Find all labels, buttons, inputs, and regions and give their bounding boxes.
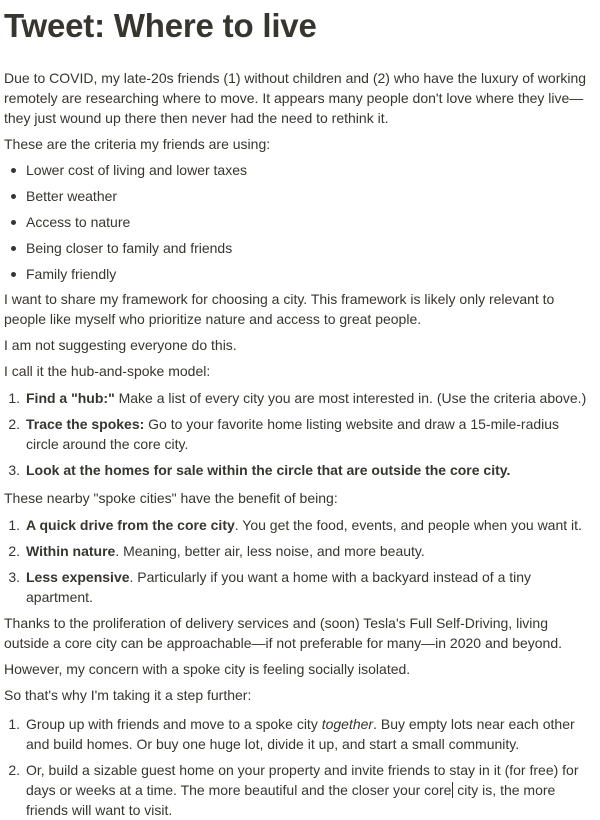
step-text: Or, build a sizable guest home on your property and invite friends to stay in it (for free) for days or weeks at a time. The more beautiful and the closer your core — [26, 762, 579, 798]
list-number: 3. — [8, 569, 20, 585]
list-item-text: Lower cost of living and lower taxes — [26, 162, 247, 178]
bullet-icon — [11, 272, 16, 277]
step-text: Make a list of every city you are most interested in. (Use the criteria above.) — [114, 390, 587, 406]
criteria-list — [4, 160, 590, 284]
list-item — [4, 515, 590, 535]
list-item — [4, 186, 590, 206]
list-item-text: Access to nature — [26, 214, 131, 230]
benefit-heading: Within nature — [26, 543, 116, 559]
further-intro: So that's why I'm taking it a step further: — [4, 687, 252, 703]
framework-paragraph: I want to share my framework for choosing a city. This framework is likely only relevant to people like myself who prioritize nature and access to great people. — [4, 291, 555, 327]
list-item — [4, 388, 590, 408]
list-item — [4, 264, 590, 284]
list-item-text: Being closer to family and friends — [26, 240, 233, 256]
list-number: 1. — [8, 517, 20, 533]
concern-paragraph: However, my concern with a spoke city is feeling socially isolated. — [4, 661, 411, 677]
list-number: 2. — [8, 416, 20, 432]
benefits-list — [4, 515, 590, 607]
not-suggesting-paragraph: I am not suggesting everyone do this. — [4, 337, 237, 353]
emphasis-text: together — [321, 716, 374, 732]
list-item — [4, 714, 590, 754]
document — [4, 2, 590, 820]
benefit-heading: A quick drive from the core city — [26, 517, 235, 533]
step-text: Go to your favorite home listing website and draw a 15-mile-radius circle around the core city. — [26, 416, 560, 452]
list-number: 2. — [8, 762, 20, 778]
step-text-continued: . Buy empty lots near each other and build homes. Or buy one huge lot, divide it up, and start a small community. — [26, 716, 575, 752]
list-number: 1. — [8, 390, 20, 406]
step-text-continued: city is, the more friends will want to visit. — [26, 782, 556, 818]
page-title: Tweet: Where to live — [4, 7, 317, 44]
benefit-text: . Particularly if you want a home with a backyard instead of a tiny apartment. — [26, 569, 532, 605]
list-item — [4, 414, 590, 454]
step-heading: Look at the homes for sale within the circle that are outside the core city. — [26, 462, 511, 478]
list-item — [4, 760, 590, 820]
benefit-heading: Less expensive — [26, 569, 130, 585]
bullet-icon — [11, 220, 16, 225]
step-heading: Find a "hub:" — [26, 390, 115, 406]
list-item — [4, 567, 590, 607]
bullet-icon — [11, 194, 16, 199]
list-item — [4, 541, 590, 561]
benefits-intro: These nearby "spoke cities" have the benefit of being: — [4, 490, 338, 506]
benefit-text: . You get the food, events, and people when you want it. — [234, 517, 582, 533]
bullet-icon — [11, 168, 16, 173]
list-item-text: Family friendly — [26, 266, 117, 282]
delivery-paragraph: Thanks to the proliferation of delivery services and (soon) Tesla's Full Self-Driving, living outside a core city can be approachable—if not preferable for many—in 2020 and beyond. — [4, 615, 563, 651]
intro-paragraph: Due to COVID, my late-20s friends (1) without children and (2) who have the luxury of working remotely are researching where to move. It appears many people don't love where they live—they just wound up there then never had the need to rethink it. — [4, 70, 587, 126]
list-item — [4, 238, 590, 258]
hub-spoke-steps — [4, 388, 590, 480]
list-number: 1. — [8, 716, 20, 732]
list-item-text: Better weather — [26, 188, 118, 204]
list-item — [4, 212, 590, 232]
criteria-intro: These are the criteria my friends are using: — [4, 136, 271, 152]
list-number: 2. — [8, 543, 20, 559]
list-item — [4, 160, 590, 180]
list-number: 3. — [8, 462, 20, 478]
benefit-text: . Meaning, better air, less noise, and more beauty. — [115, 543, 425, 559]
bullet-icon — [11, 246, 16, 251]
model-intro: I call it the hub-and-spoke model: — [4, 363, 211, 379]
step-heading: Trace the spokes: — [26, 416, 145, 432]
step-text: Group up with friends and move to a spoke city — [26, 716, 322, 732]
list-item — [4, 460, 590, 480]
further-steps — [4, 714, 590, 820]
